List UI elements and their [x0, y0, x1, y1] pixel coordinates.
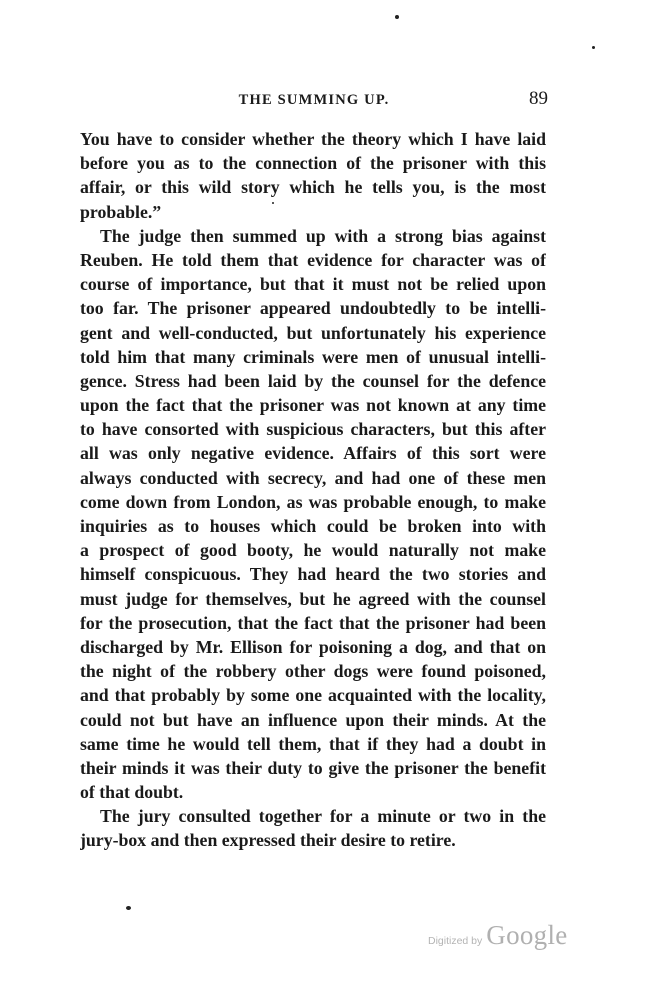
text-line: before you as to the connection of the prisoner with this [80, 153, 546, 174]
text-line: told him that many criminals were men of unusual intelli- [80, 346, 546, 367]
text-line: must judge for themselves, but he agreed with the counsel [80, 588, 546, 609]
text-line: always conducted with secrecy, and had one of these men [80, 467, 546, 488]
page-number: 89 [529, 88, 548, 109]
text-line: and that probably by some one acquainted with the locality, [80, 685, 546, 706]
text-line: gence. Stress had been laid by the counsel for the defence [80, 370, 546, 391]
text-line: jury-box and then expressed their desire to retire. [80, 830, 456, 851]
ink-speck-bottom [126, 906, 131, 910]
text-line: upon the fact that the prisoner was not known at any time [80, 395, 546, 416]
text-line: course of importance, but that it must not be relied upon [80, 274, 546, 295]
ink-speck-top [395, 15, 399, 19]
text-line: probable.” [80, 201, 162, 222]
body-text [80, 127, 546, 853]
text-line: same time he would tell them, that if they had a doubt in [80, 733, 546, 754]
text-line: of that doubt. [80, 782, 184, 803]
google-logo: Google [486, 920, 568, 950]
text-line: for the prosecution, that the fact that the prisoner had been [80, 612, 546, 633]
text-line: their minds it was their duty to give the prisoner the benefit [80, 757, 546, 778]
text-line: come down from London, as was probable enough, to make [80, 491, 546, 512]
text-line: You have to consider whether the theory which I have laid [80, 129, 546, 149]
text-line: The jury consulted together for a minute or two in the [100, 806, 546, 827]
watermark-prefix: Digitized by [428, 935, 483, 947]
text-line: all was only negative evidence. Affairs of this sort were [80, 443, 546, 464]
running-head: THE SUMMING UP. [238, 92, 390, 108]
text-line: the night of the robbery other dogs were found poisoned, [80, 661, 546, 682]
text-line: The judge then summed up with a strong bias against [100, 225, 546, 246]
text-line: Reuben. He told them that evidence for character was of [80, 249, 546, 270]
text-line: a prospect of good booty, he would naturally not make [80, 540, 546, 561]
text-line: discharged by Mr. Ellison for poisoning a dog, and that on [80, 636, 546, 657]
text-line: inquiries as to houses which could be broken into with [80, 516, 546, 536]
ink-speck-right [592, 46, 595, 49]
text-line: gent and well-conducted, but unfortunately his experience [80, 322, 546, 343]
text-line: too far. The prisoner appeared undoubtedly to be intelli- [80, 298, 546, 319]
text-line: to have consorted with suspicious characters, but this after [80, 419, 546, 440]
digitized-by-watermark [428, 920, 568, 951]
page-header [80, 88, 548, 116]
text-line: could not but have an influence upon their minds. At the [80, 709, 546, 730]
text-line: himself conspicuous. They had heard the two stories and [80, 564, 546, 585]
text-line: affair, or this wild story which he tells you, is the most [80, 177, 546, 198]
